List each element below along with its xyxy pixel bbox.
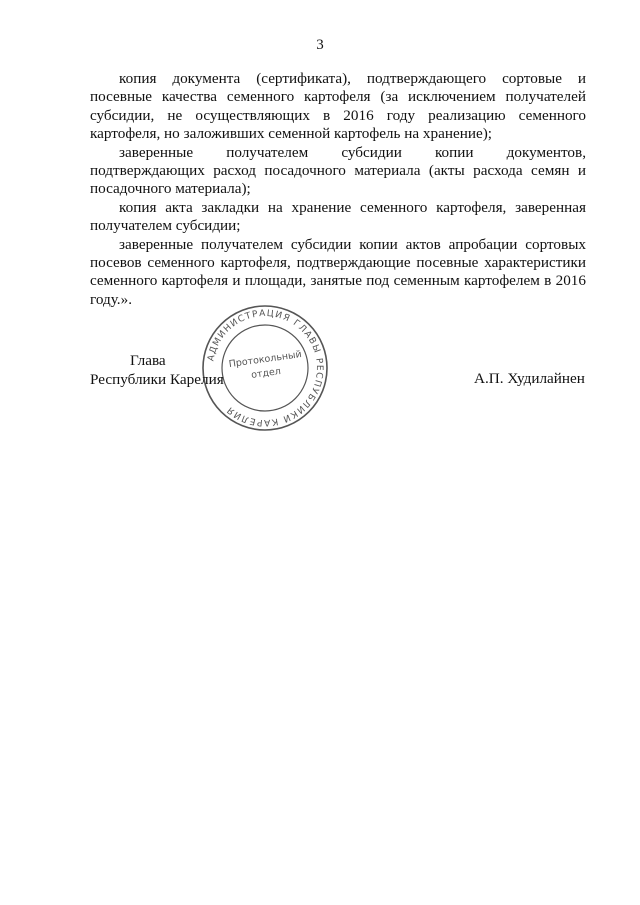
paragraph-planting-docs: заверенные получателем субсидии копии документов, подтверждающих расход посадочного материала (акты расхода семян и посадочного материала); xyxy=(90,143,586,198)
signatory-name: А.П. Худилайнен xyxy=(474,370,585,387)
page-number: 3 xyxy=(316,37,324,53)
signatory-title-line1: Глава xyxy=(130,352,166,369)
paragraph-approbation-acts: заверенные получателем субсидии копии актов апробации сортовых посевов семенного картофеля, подтверждающие посевные характеристики семенного картофеля и площади, занятые под семенным картофелем в 2016 году.». xyxy=(90,235,586,308)
signatory-title-line2: Республики Карелия xyxy=(90,370,224,388)
stamp-ring-text: АДМИНИСТРАЦИЯ ГЛАВЫ РЕСПУБЛИКИ КАРЕЛИЯ xyxy=(206,308,325,428)
signatory-title xyxy=(90,352,224,389)
stamp-center-line2: отдел xyxy=(250,365,282,382)
paragraph-storage-act: копия акта закладки на хранение семенного картофеля, заверенная получателем субсидии; xyxy=(90,198,586,235)
paragraph-certificate: копия документа (сертификата), подтверждающего сортовые и посевные качества семенного картофеля (за исключением получателей субсидии, не осуществляющих в 2016 году реализацию семенного картофеля, но заложивших семенной картофель на хранение); xyxy=(90,70,586,143)
stamp-center-line1: Протокольный xyxy=(228,348,303,371)
document-body xyxy=(90,70,586,309)
